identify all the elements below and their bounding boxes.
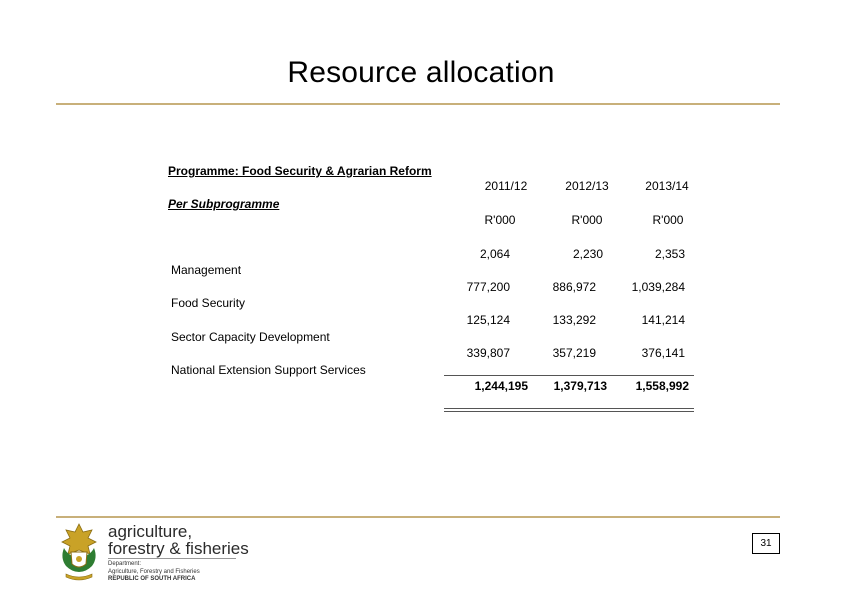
dept-line1: Department: [108, 561, 142, 567]
footer-divider [56, 516, 780, 518]
table-cell: 2,353 [654, 247, 685, 261]
page-title: Resource allocation [287, 56, 555, 89]
table-cell: 777,200 [466, 280, 510, 294]
table-cell: 376,141 [641, 346, 685, 360]
table-cell: 357,219 [552, 346, 596, 360]
table-cell: 133,292 [552, 313, 596, 327]
row-label: Food Security [171, 296, 246, 310]
table-cell: 2,230 [572, 247, 603, 261]
row-label: Management [171, 263, 242, 277]
page-number: 31 [752, 533, 780, 554]
unit-header: R'000 [571, 213, 603, 227]
unit-header: R'000 [484, 213, 516, 227]
subprogramme-heading: Per Subprogramme [168, 197, 280, 211]
row-label: Sector Capacity Development [171, 330, 330, 344]
dept-line3: REPUBLIC OF SOUTH AFRICA [108, 576, 196, 582]
total-double-rule-2 [444, 411, 694, 412]
table-cell: 1,039,284 [631, 280, 685, 294]
total-cell: 1,379,713 [553, 379, 607, 393]
total-cell: 1,558,992 [635, 379, 689, 393]
table-cell: 141,214 [641, 313, 685, 327]
logo-line1: agriculture, [108, 522, 193, 541]
table-cell: 2,064 [479, 247, 510, 261]
year-header: 2013/14 [645, 179, 689, 193]
coat-of-arms-icon [56, 522, 102, 584]
logo-divider [108, 558, 236, 559]
total-top-rule [444, 375, 694, 376]
table-cell: 339,807 [466, 346, 510, 360]
row-label: National Extension Support Services [171, 363, 366, 377]
programme-heading: Programme: Food Security & Agrarian Reform [168, 164, 432, 178]
title-divider [56, 103, 780, 105]
table-cell: 125,124 [466, 313, 510, 327]
unit-header: R'000 [652, 213, 684, 227]
year-header: 2011/12 [484, 179, 528, 193]
total-cell: 1,244,195 [474, 379, 528, 393]
logo-line2: forestry & fisheries [108, 539, 249, 558]
dept-line2: Agriculture, Forestry and Fisheries [108, 569, 200, 575]
total-double-rule-1 [444, 408, 694, 409]
table-cell: 886,972 [552, 280, 596, 294]
year-header: 2012/13 [565, 179, 609, 193]
